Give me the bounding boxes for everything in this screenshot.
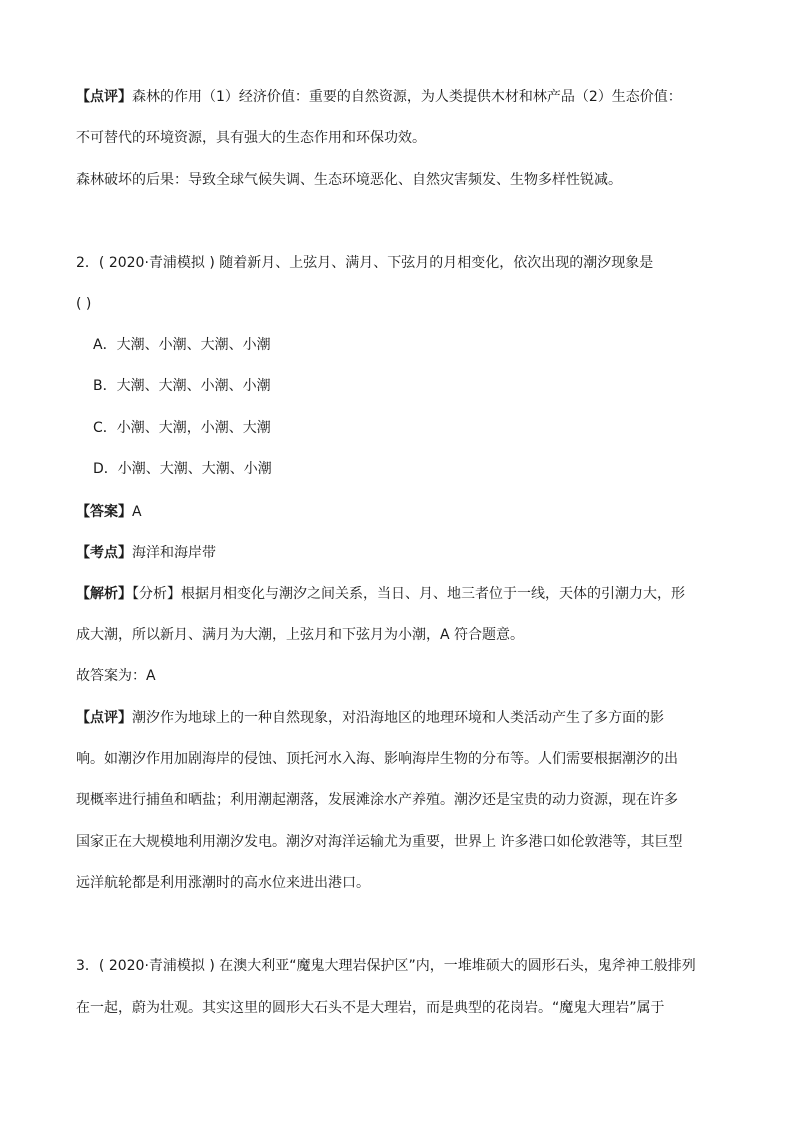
option-letter: C．	[93, 420, 117, 436]
review1-line1	[76, 87, 682, 107]
option-letter: D．	[93, 461, 118, 477]
q2-blank: ( )	[76, 296, 92, 312]
review-tag: 【点评】	[76, 89, 132, 105]
q2-option-b	[93, 376, 271, 396]
option-text: 大潮、大潮、小潮、小潮	[116, 378, 271, 394]
q2-kaodian	[76, 543, 216, 563]
q2-conclusion: 故答案为：A	[76, 668, 156, 684]
q3-line2: 在一起，蔚为壮观。其实这里的圆形大石头不是大理岩，而是典型的花岗岩。“魔鬼大理岩”属于	[76, 1000, 665, 1016]
option-letter: B．	[93, 378, 117, 394]
option-text: 大潮、小潮、大潮、小潮	[116, 337, 271, 353]
q2-answer	[76, 502, 142, 522]
option-text: 小潮、大潮、大潮、小潮	[117, 461, 272, 477]
kaodian-tag: 【考点】	[76, 545, 132, 561]
q2-option-a	[93, 335, 271, 355]
review-text: 潮汐作为地球上的一种自然现象，对沿海地区的地理环境和人类活动产生了多方面的影	[132, 710, 664, 726]
review1-line3: 森林破坏的后果：导致全球气候失调、生态环境恶化、自然灾害频发、生物多样性锐减。	[76, 172, 622, 188]
q2-review-line4: 国家正在大规模地利用潮汐发电。潮汐对海洋运输尤为重要，世界上 许多港口如伦敦港等，其巨型	[76, 834, 683, 850]
answer-value: A	[132, 504, 142, 520]
review1-line2: 不可替代的环境资源，具有强大的生态作用和环保功效。	[76, 130, 426, 146]
q2-review-line1	[76, 708, 664, 728]
q2-analysis-line2: 成大潮，所以新月、满月为大潮，上弦月和下弦月为小潮，A 符合题意。	[76, 627, 525, 643]
analysis-text: 【分析】根据月相变化与潮汐之间关系，当日、月、地三者位于一线，天体的引潮力大，形	[132, 586, 685, 602]
q2-option-d	[93, 459, 272, 479]
q2-review-line2: 响。如潮汐作用加剧海岸的侵蚀、顶托河水入海、影响海岸生物的分布等。人们需要根据潮汐的出	[76, 751, 678, 767]
review1-text: 森林的作用（1）经济价值：重要的自然资源，为人类提供木材和林产品（2）生态价值：	[132, 89, 682, 105]
answer-tag: 【答案】	[76, 504, 132, 520]
q2-analysis-line1	[76, 584, 685, 604]
q2-review-line5: 远洋航轮都是利用涨潮时的高水位来进出港口。	[76, 875, 370, 891]
q2-stem: 2．( 2020·青浦模拟 ) 随着新月、上弦月、满月、下弦月的月相变化，依次出现的潮汐现象是	[76, 255, 654, 271]
q2-review-line3: 现概率进行捕鱼和晒盐；利用潮起潮落，发展滩涂水产养殖。潮汐还是宝贵的动力资源，现在许多	[76, 792, 678, 808]
q2-option-c	[93, 418, 271, 438]
kaodian-value: 海洋和海岸带	[132, 545, 216, 561]
review-tag: 【点评】	[76, 710, 132, 726]
q3-line1: 3．( 2020·青浦模拟 ) 在澳大利亚“魔鬼大理岩保护区”内，一堆堆硕大的圆形石头，鬼斧神工般排列	[76, 958, 696, 974]
option-text: 小潮、大潮，小潮、大潮	[116, 420, 271, 436]
analysis-tag: 【解析】	[76, 586, 132, 602]
option-letter: A．	[93, 337, 117, 353]
